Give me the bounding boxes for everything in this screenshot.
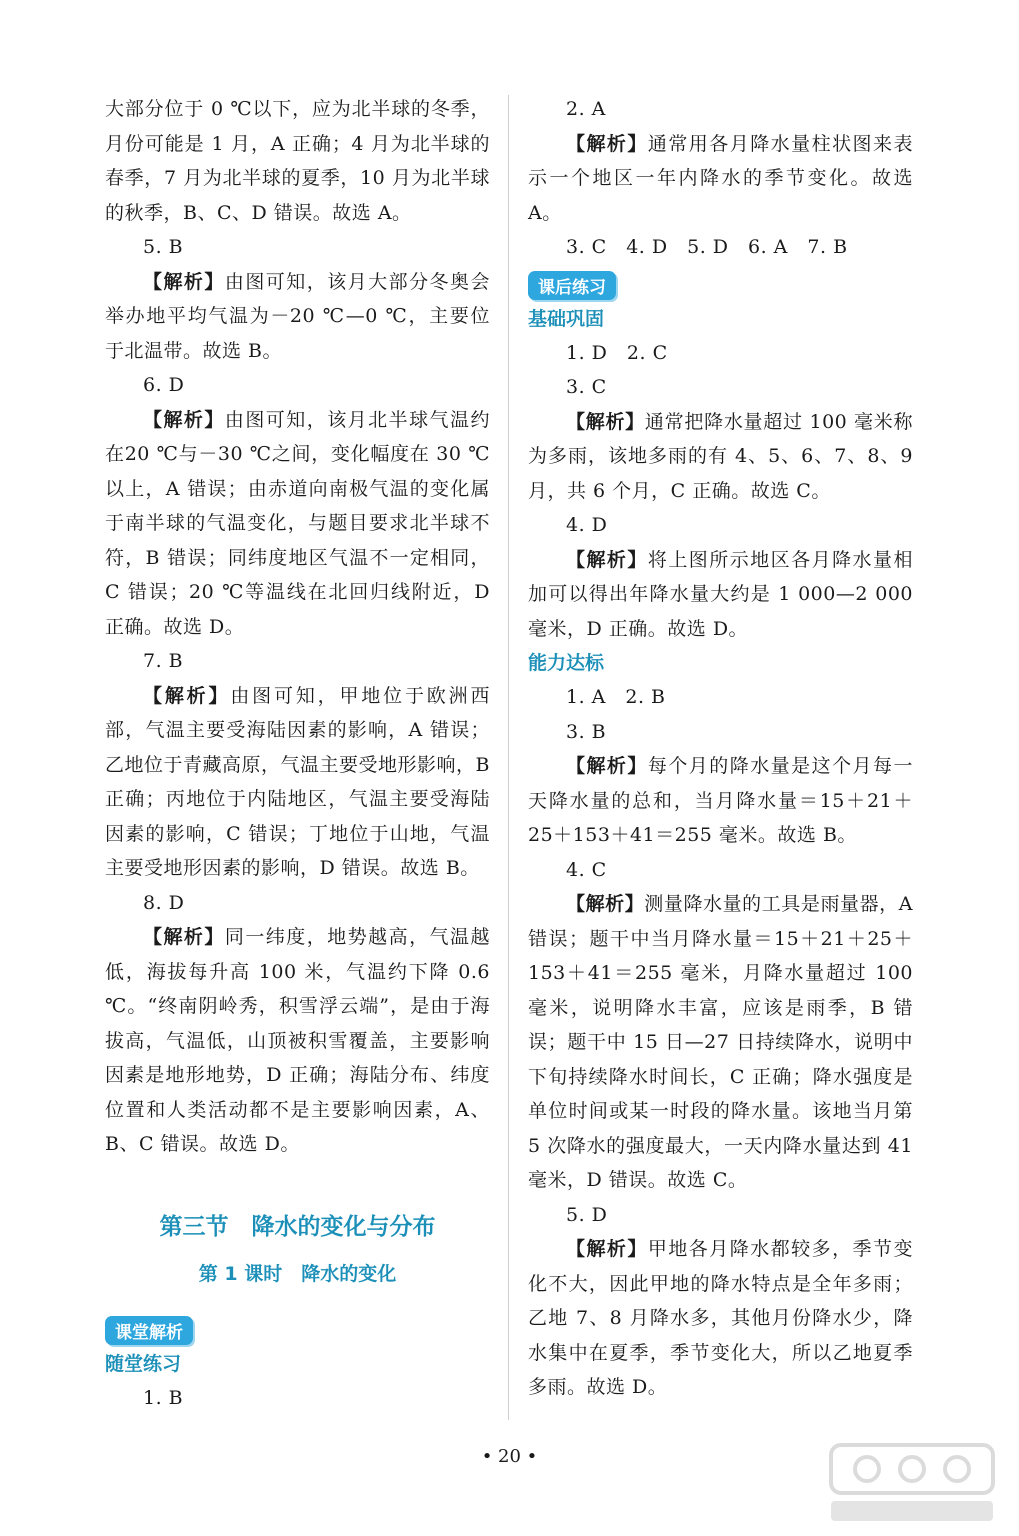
section-title: 第三节 降水的变化与分布 <box>159 1213 436 1240</box>
analysis-tag: 【解析】 <box>566 893 645 915</box>
subsection-title: 能力达标 <box>528 652 605 674</box>
explanation: 【解析】由图可知，该月大部分冬奥会举办地平均气温为－20 ℃—0 ℃，主要位于北温带。故选 B。 <box>105 270 490 362</box>
answer-number: 7. B <box>143 650 184 672</box>
answer-number: 3. C <box>566 376 607 398</box>
analysis-tag: 【解析】 <box>143 408 225 431</box>
watermark-logo <box>827 1441 997 1526</box>
analysis-tag: 【解析】 <box>143 926 225 948</box>
answer-number: 4. C <box>566 858 607 881</box>
explanation: 【解析】每个月的降水量是这个月每一天降水量的总和，当月降水量＝15＋21＋25＋153＋41＝255 毫米。故选 B。 <box>528 755 913 846</box>
explanation: 【解析】由图可知，该月北半球气温约在20 ℃与－30 ℃之间，变化幅度在 30 ℃以上，A 错误；由赤道向南极气温的变化属于南半球的气温变化，与题目要求北半球不符，B 错误；同纬度地区气温不一定相同，C 错误；20 ℃等温线在北回归线附近，D 正确。故选 D。 <box>105 408 490 638</box>
answer-number: 2. A <box>566 98 606 120</box>
answer-list: 3. C 4. D 5. D 6. A 7. B <box>566 236 848 258</box>
answer-number: 4. D <box>566 514 608 536</box>
analysis-tag: 【解析】 <box>143 684 231 707</box>
explanation: 【解析】由图可知，甲地位于欧洲西部，气温主要受海陆因素的影响，A 错误；乙地位于青藏高原，气温主要受地形影响，B 正确；丙地位于内陆地区，气温主要受海陆因素的影响，C 错误；丁地位于山地，气温主要受地形因素的影响，D 错误。故选 B。 <box>105 684 490 879</box>
right-column <box>528 92 913 1405</box>
answer-number: 5. B <box>143 236 184 258</box>
explanation: 【解析】甲地各月降水都较多，季节变化不大，因此甲地的降水特点是全年多雨；乙地 7、8 月降水多，其他月份降水少，降水集中在夏季，季节变化大，所以乙地夏季多雨。故选 D。 <box>528 1238 913 1398</box>
answer-number: 6. D <box>143 374 185 396</box>
answer-number: 8. D <box>143 891 185 914</box>
explanation: 【解析】将上图所示地区各月降水量相加可以得出年降水量大约是 1 000—2 000 毫米，D 正确。故选 D。 <box>528 548 913 640</box>
class-analysis-badge: 课堂解析 <box>105 1316 193 1345</box>
answer-list: 1. D 2. C <box>566 341 668 364</box>
explanation: 【解析】测量降水量的工具是雨量器，A 错误；题干中当月降水量＝15＋21＋25＋153＋41＝255 毫米，月降水量超过 100 毫米，说明降水丰富，应该是雨季，B 错误；题干中 15 日—27 日持续降水，说明中下旬持续降水时间长，C 正确；降水强度是单位时间或某一时段的降水量。该地当月第 5 次降水的强度最大，一天内降水量达到 41 毫米，D 错误。故选 C。 <box>528 893 913 1191</box>
answer-number: 5. D <box>566 1203 608 1226</box>
analysis-tag: 【解析】 <box>566 1238 648 1260</box>
analysis-tag: 【解析】 <box>566 410 645 433</box>
after-class-badge: 课后练习 <box>528 271 616 300</box>
answer-text: 大部分位于 0 ℃以下，应为北半球的冬季，月份可能是 1 月，A 正确；4 月为北半球的春季，7 月为北半球的夏季，10 月为北半球的秋季，B、C、D 错误。故选 A。 <box>105 98 490 224</box>
explanation: 【解析】通常用各月降水量柱状图来表示一个地区一年内降水的季节变化。故选 A。 <box>528 132 913 224</box>
explanation: 【解析】同一纬度，地势越高，气温越低，海拔每升高 100 米，气温约下降 0.6 ℃。“终南阴岭秀，积雪浮云端”，是由于海拔高，气温低，山顶被积雪覆盖，主要影响因素是地形地势，D 正确；海陆分布、纬度位置和人类活动都不是主要影响因素，A、B、C 错误。故选 D。 <box>105 926 490 1155</box>
analysis-tag: 【解析】 <box>566 755 648 777</box>
subsection-title: 基础巩固 <box>528 307 605 330</box>
analysis-tag: 【解析】 <box>566 132 648 155</box>
lesson-title: 第 1 课时 降水的变化 <box>198 1262 397 1285</box>
subsection-title: 随堂练习 <box>105 1352 182 1375</box>
explanation: 【解析】通常把降水量超过 100 毫米称为多雨，该地多雨的有 4、5、6、7、8、9 月，共 6 个月，C 正确。故选 C。 <box>528 410 913 502</box>
analysis-tag: 【解析】 <box>143 270 225 293</box>
page-number: • 20 • <box>481 1446 538 1467</box>
answer-list: 1. A 2. B <box>566 686 666 708</box>
answer-number: 3. B <box>566 720 607 743</box>
column-divider <box>508 95 509 1420</box>
analysis-tag: 【解析】 <box>566 548 648 571</box>
answer-number: 1. B <box>143 1386 184 1409</box>
left-column <box>105 92 490 1415</box>
